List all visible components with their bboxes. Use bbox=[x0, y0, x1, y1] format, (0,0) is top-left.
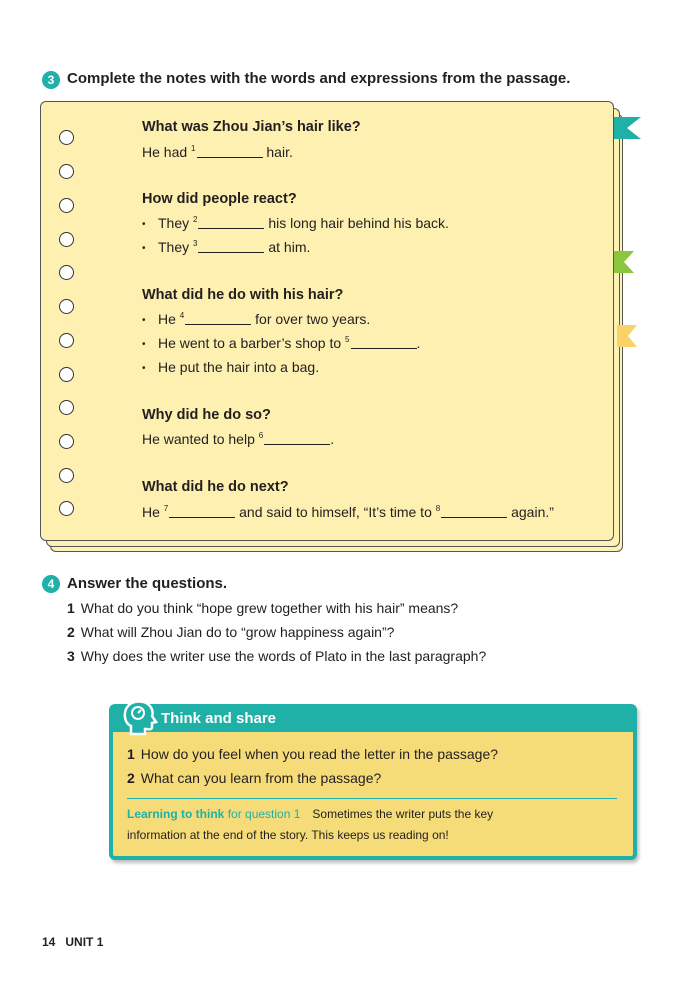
section-3-instruction: Complete the notes with the words and expressions from the passage. bbox=[67, 70, 571, 87]
unit-label: UNIT 1 bbox=[65, 935, 104, 949]
note-line-6: • He put the hair into a bag. bbox=[142, 359, 320, 375]
think-and-share-title: Think and share bbox=[161, 710, 277, 727]
yellow-tab bbox=[617, 325, 637, 347]
thinking-head-icon bbox=[119, 698, 159, 738]
blank-5[interactable] bbox=[351, 336, 417, 349]
blank-3[interactable] bbox=[198, 240, 264, 253]
note-question-4: Why did he do so? bbox=[142, 407, 271, 423]
note-line-7: He wanted to help $^6$ . bbox=[142, 431, 335, 447]
question-item: 3 Why does the writer use the words of Plato in the last paragraph? bbox=[67, 648, 487, 664]
blank-4[interactable] bbox=[185, 312, 251, 325]
section-3-number: 3 bbox=[42, 71, 60, 89]
page-number: 14 bbox=[42, 935, 56, 949]
note-question-2: How did people react? bbox=[142, 191, 297, 207]
note-question-1: What was Zhou Jian’s hair like? bbox=[142, 119, 361, 135]
section-4-instruction: Answer the questions. bbox=[67, 575, 228, 592]
note-line-8: He $^7$ and said to himself, “It’s time to $^8$ again.” bbox=[142, 504, 554, 520]
binder-ring bbox=[59, 299, 74, 314]
binder-ring bbox=[59, 400, 74, 415]
note-question-5: What did he do next? bbox=[142, 479, 289, 495]
page-footer bbox=[42, 935, 103, 949]
binder-ring bbox=[59, 333, 74, 348]
note-line-5: • He went to a barber’s shop to $^5$ . bbox=[142, 335, 421, 351]
divider bbox=[127, 798, 617, 799]
think-and-share-box bbox=[109, 704, 637, 860]
blank-2[interactable] bbox=[198, 216, 264, 229]
blank-8[interactable] bbox=[441, 505, 507, 518]
question-item: 2 What will Zhou Jian do to “grow happiness again”? bbox=[67, 624, 395, 640]
note-line-2: • They $^2$ his long hair behind his back. bbox=[142, 215, 449, 231]
note-line-3: • They $^3$ at him. bbox=[142, 239, 311, 255]
question-item: 1 What do you think “hope grew together with his hair” means? bbox=[67, 600, 459, 616]
blank-1[interactable] bbox=[197, 145, 263, 158]
note-line-1: He had $^1$ hair. bbox=[142, 144, 293, 160]
note-line-4: • He $^4$ for over two years. bbox=[142, 311, 371, 327]
binder-ring bbox=[59, 265, 74, 280]
question-item: 1 How do you feel when you read the letter in the passage? bbox=[127, 746, 499, 762]
green-tab bbox=[612, 251, 634, 273]
section-4-number: 4 bbox=[42, 575, 60, 593]
binder-ring bbox=[59, 232, 74, 247]
blank-6[interactable] bbox=[264, 432, 330, 445]
note-question-3: What did he do with his hair? bbox=[142, 287, 344, 303]
binder-ring bbox=[59, 468, 74, 483]
question-item: 2 What can you learn from the passage? bbox=[127, 770, 382, 786]
learning-tip: Learning to think for question 1 Sometimes the writer puts the key information at the end of the story. This keeps us reading on! bbox=[127, 807, 494, 842]
blank-7[interactable] bbox=[169, 505, 235, 518]
binder-ring bbox=[59, 501, 74, 516]
binder-ring bbox=[59, 130, 74, 145]
binder-ring bbox=[59, 198, 74, 213]
binder-ring bbox=[59, 434, 74, 449]
binder-ring bbox=[59, 164, 74, 179]
binder-ring bbox=[59, 367, 74, 382]
